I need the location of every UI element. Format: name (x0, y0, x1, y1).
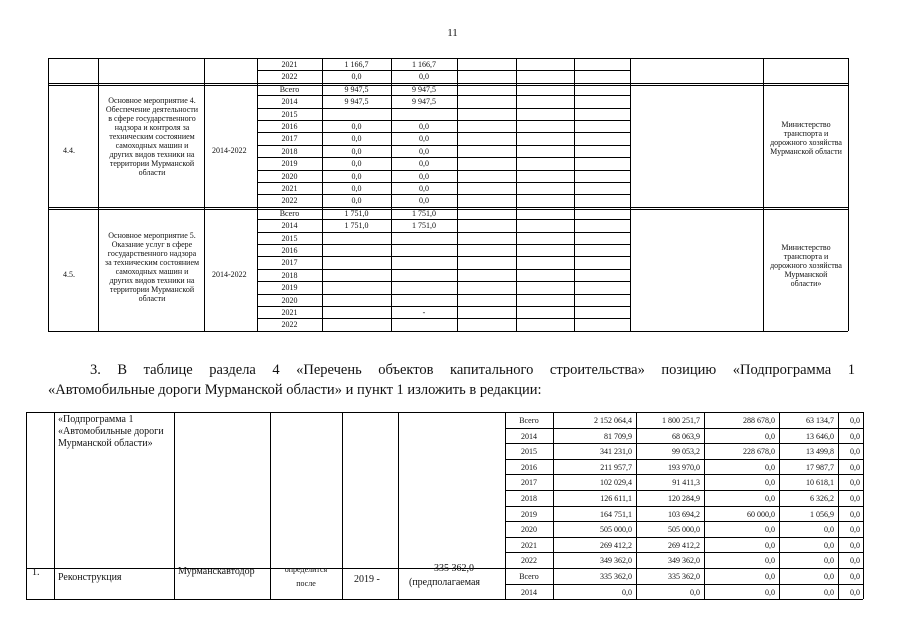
table1-row-rule (257, 281, 630, 282)
regional-budget-cell: 60 000,0 (747, 509, 775, 519)
table1-row-rule (257, 170, 630, 171)
total-cell: 164 751,1 (600, 509, 632, 519)
table2-row-rule (505, 412, 863, 413)
amount-total-cell: 1 751,0 (344, 208, 369, 218)
table1-row-rule (257, 194, 630, 195)
table1-row-rule (257, 256, 630, 257)
federal-budget-cell: 68 063,9 (672, 431, 700, 441)
local-budget-cell: 0,0 (824, 540, 834, 550)
table2-vrule (863, 412, 864, 599)
period-4-4: 2014-2022 (212, 146, 247, 155)
year-cell: 2014 (521, 431, 537, 441)
regional-budget-cell: 0,0 (765, 525, 775, 535)
federal-budget-cell: 103 694,2 (668, 509, 700, 519)
year-cell: Всего (279, 84, 300, 94)
row-number-4-5: 4.5. (63, 270, 75, 279)
amount-regional-cell: 0,0 (419, 72, 429, 82)
table2-row-rule (505, 459, 863, 460)
amount-regional-cell: 0,0 (419, 196, 429, 206)
other-sources-cell: 0,0 (850, 587, 860, 597)
regional-budget-cell: 0,0 (765, 494, 775, 503)
year-cell: Всего (279, 208, 300, 218)
item-number: 1. (32, 567, 40, 578)
other-sources-cell: 0,0 (850, 556, 860, 566)
table1-row-rule (257, 108, 630, 109)
total-cell: 335 362,0 (600, 572, 632, 581)
local-budget-cell: 0,0 (824, 525, 834, 535)
regional-budget-cell: 0,0 (765, 572, 775, 581)
table1-row-rule (257, 182, 630, 183)
year-cell: 2021 (281, 308, 298, 317)
total-cell: 81 709,9 (604, 431, 632, 441)
table1-vrule (848, 58, 849, 331)
year-cell: 2022 (281, 72, 298, 82)
table1-row-rule (257, 306, 630, 307)
amount-regional-cell: 1 166,7 (412, 60, 436, 69)
total-cell: 2 152 064,4 (594, 416, 632, 425)
table1-vrule (763, 58, 764, 331)
other-sources-cell: 0,0 (850, 431, 860, 441)
table2-row-rule (505, 474, 863, 475)
table2-row-rule (505, 584, 863, 585)
table1-row-rule (257, 318, 630, 319)
amount-total-cell: 9 947,5 (344, 84, 369, 94)
amount-total-cell: 1 751,0 (344, 221, 369, 231)
other-sources-cell: 0,0 (850, 478, 860, 488)
table1-row-rule (257, 120, 630, 121)
row-number-4-4: 4.4. (63, 146, 75, 155)
table1-row-rule (257, 157, 630, 158)
year-cell: 2015 (281, 233, 298, 243)
regional-budget-cell: 288 678,0 (743, 416, 775, 425)
amount-total-cell: 0,0 (351, 184, 362, 193)
item-term-line-1: определится (284, 565, 328, 574)
local-budget-cell: 0,0 (824, 587, 834, 597)
item-customer: Мурманскавтодор (178, 566, 255, 577)
year-cell: 2020 (521, 525, 537, 535)
other-sources-cell: 0,0 (850, 525, 860, 535)
table1-section-rule (48, 58, 848, 59)
amount-total-cell: 0,0 (351, 122, 362, 131)
regional-budget-cell: 228 678,0 (743, 447, 775, 457)
regional-budget-cell: 0,0 (765, 478, 775, 488)
year-cell: 2017 (521, 478, 537, 488)
other-sources-cell: 0,0 (850, 494, 860, 503)
table1-row-rule (257, 269, 630, 270)
amount-regional-cell: 0,0 (419, 122, 429, 131)
year-cell: 2022 (281, 196, 298, 206)
local-budget-cell: 0,0 (824, 572, 834, 581)
amount-total-cell: 0,0 (351, 134, 362, 144)
amount-total-cell: 0,0 (351, 171, 362, 181)
table2-row-rule (505, 443, 863, 444)
regional-budget-cell: 0,0 (765, 587, 775, 597)
table1-section-rule (48, 207, 848, 208)
amount-regional-cell: 0,0 (419, 146, 429, 156)
other-sources-cell: 0,0 (850, 462, 860, 472)
total-cell: 126 611,1 (600, 494, 632, 503)
local-budget-cell: 63 134,7 (806, 416, 834, 425)
year-cell: 2021 (281, 60, 298, 69)
other-sources-cell: 0,0 (850, 447, 860, 457)
local-budget-cell: 1 056,9 (810, 509, 834, 519)
other-sources-cell: 0,0 (850, 509, 860, 519)
item-years: 2019 - (354, 574, 380, 585)
regional-budget-cell: 0,0 (765, 431, 775, 441)
year-cell: 2015 (281, 109, 298, 119)
amount-regional-cell: 0,0 (419, 184, 429, 193)
federal-budget-cell: 91 411,3 (672, 478, 700, 488)
amount-regional-cell: 0,0 (419, 159, 429, 169)
amount-regional-cell: 1 751,0 (412, 221, 436, 231)
amount-total-cell: 0,0 (351, 196, 362, 206)
federal-budget-cell: 335 362,0 (668, 572, 700, 581)
amount-total-cell: 0,0 (351, 146, 362, 156)
table1-vrule (204, 58, 205, 331)
item-cost-line-1: 335 362,0 (434, 563, 474, 574)
table1-vrule (98, 58, 99, 331)
table1-vrule (48, 58, 49, 331)
paragraph-line-1: 3. В таблице раздела 4 «Перечень объектов капитального строительства» позицию «Подпрограмма 1 (90, 362, 855, 378)
federal-budget-cell: 0,0 (690, 587, 700, 597)
table1-row-rule (257, 145, 630, 146)
table1-section-rule (48, 83, 848, 84)
year-cell: 2020 (281, 295, 298, 305)
subprogram-title: «Подпрограмма 1 «Автомобильные дороги Мурманской области» (58, 414, 164, 449)
other-sources-cell: 0,0 (850, 572, 860, 581)
year-cell: 2020 (281, 171, 298, 181)
table1-row-rule (257, 95, 630, 96)
year-cell: Всего (519, 416, 539, 425)
year-cell: 2021 (521, 540, 537, 550)
amount-regional-cell: - (422, 308, 426, 317)
year-cell: 2017 (281, 134, 298, 144)
item-term-line-2: после (296, 579, 316, 588)
amount-total-cell: 1 166,7 (344, 60, 369, 69)
table1-row-rule (257, 132, 630, 133)
total-cell: 0,0 (622, 587, 632, 597)
paragraph-line-2: «Автомобильные дороги Мурманской области» и пункт 1 изложить в редакции: (48, 382, 542, 398)
table1-row-rule (257, 294, 630, 295)
table2-vrule (270, 412, 271, 599)
table2-row-rule (505, 537, 863, 538)
local-budget-cell: 6 326,2 (810, 494, 834, 503)
year-cell: 2018 (521, 494, 537, 503)
table1-row-rule (257, 219, 630, 220)
regional-budget-cell: 0,0 (765, 556, 775, 566)
year-cell: 2018 (281, 146, 298, 156)
year-cell: 2018 (281, 270, 298, 280)
year-cell: 2019 (281, 159, 298, 169)
year-cell: 2016 (521, 462, 537, 472)
table2-vrule (54, 412, 55, 599)
year-cell: 2014 (281, 97, 298, 107)
total-cell: 505 000,0 (600, 525, 632, 535)
total-cell: 341 231,0 (600, 447, 632, 457)
local-budget-cell: 10 618,1 (806, 478, 834, 488)
item-cost-line-2: (предполагаемая (409, 577, 481, 588)
year-cell: 2016 (281, 122, 298, 131)
amount-regional-cell: 9 947,5 (412, 97, 436, 107)
year-cell: 2014 (281, 221, 298, 231)
year-cell: 2015 (521, 447, 537, 457)
year-cell: 2021 (281, 184, 298, 193)
table1-vrule (630, 58, 631, 331)
amount-regional-cell: 0,0 (419, 134, 429, 144)
federal-budget-cell: 1 800 251,7 (662, 416, 700, 425)
table2-row-rule (505, 506, 863, 507)
local-budget-cell: 17 987,7 (806, 462, 834, 472)
amount-total-cell: 0,0 (351, 72, 362, 82)
federal-budget-cell: 269 412,2 (668, 540, 700, 550)
total-cell: 102 029,4 (600, 478, 632, 488)
year-cell: 2017 (281, 258, 298, 268)
table1-row-rule (257, 70, 630, 71)
amount-regional-cell: 9 947,5 (412, 84, 436, 94)
regional-budget-cell: 0,0 (765, 462, 775, 472)
federal-budget-cell: 505 000,0 (668, 525, 700, 535)
table2-row-rule (505, 428, 863, 429)
period-4-5: 2014-2022 (212, 270, 247, 279)
amount-total-cell: 9 947,5 (344, 97, 369, 107)
year-cell: 2022 (281, 320, 298, 330)
federal-budget-cell: 349 362,0 (668, 556, 700, 566)
year-cell: 2014 (521, 587, 537, 597)
executor-4-4: Министерство транспорта и дорожного хозяйства Мурманской области (770, 120, 842, 156)
event-description-4-5: Основное мероприятие 5. Оказание услуг в сфере государственного надзора за техническим состоянием самоходных машин и других видов техники на территории Мурманской области (104, 231, 200, 303)
other-sources-cell: 0,0 (850, 416, 860, 425)
federal-budget-cell: 120 284,9 (668, 494, 700, 503)
year-cell: 2019 (521, 509, 537, 519)
table2-row-rule (505, 521, 863, 522)
executor-4-5: Министерство транспорта и дорожного хозяйства Мурманской области» (770, 243, 842, 288)
total-cell: 349 362,0 (600, 556, 632, 566)
regional-budget-cell: 0,0 (765, 540, 775, 550)
local-budget-cell: 0,0 (824, 556, 834, 566)
table2-vrule (174, 412, 175, 599)
page-number: 11 (447, 27, 458, 39)
event-description-4-4: Основное мероприятие 4. Обеспечение деятельности в сфере государственного надзора и контроля за техническим состоянием самоходных машин и других видов техники на территории Мурманской области (105, 96, 199, 177)
amount-regional-cell: 1 751,0 (412, 208, 436, 218)
table1-section-rule (48, 331, 848, 332)
local-budget-cell: 13 499,8 (806, 447, 834, 457)
amount-regional-cell: 0,0 (419, 171, 429, 181)
federal-budget-cell: 99 053,2 (672, 447, 700, 457)
table1-row-rule (257, 244, 630, 245)
year-cell: 2022 (521, 556, 537, 566)
table2-row-rule (505, 490, 863, 491)
table2-row-rule (505, 552, 863, 553)
table2-vrule (26, 412, 27, 599)
total-cell: 269 412,2 (600, 540, 632, 550)
year-cell: 2019 (281, 283, 298, 293)
table2-vrule (342, 412, 343, 599)
table2-bottom-rule (26, 599, 863, 600)
amount-total-cell: 0,0 (351, 159, 362, 169)
total-cell: 211 957,7 (600, 462, 632, 472)
local-budget-cell: 13 646,0 (806, 431, 834, 441)
year-cell: 2016 (281, 246, 298, 255)
federal-budget-cell: 193 970,0 (668, 462, 700, 472)
other-sources-cell: 0,0 (850, 540, 860, 550)
item-name: Реконструкция (58, 572, 122, 583)
table1-row-rule (257, 232, 630, 233)
year-cell: Всего (519, 572, 539, 581)
